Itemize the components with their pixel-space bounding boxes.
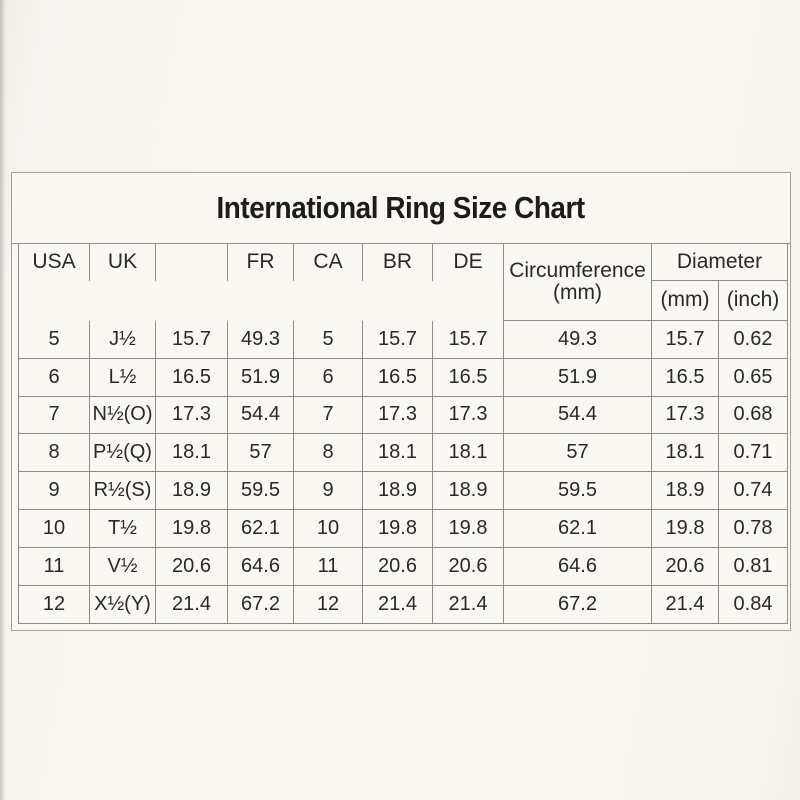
ring-size-cell: 20.6 bbox=[363, 548, 433, 586]
col-header-blank bbox=[156, 244, 228, 281]
ring-size-cell: 49.3 bbox=[228, 321, 294, 359]
ring-size-cell: 17.3 bbox=[363, 397, 433, 435]
col-header-circumference bbox=[504, 244, 652, 321]
ring-size-cell: 57 bbox=[228, 434, 294, 472]
ring-size-cell: 0.74 bbox=[719, 472, 787, 510]
col-header-diameter: Diameter bbox=[652, 244, 787, 281]
ring-size-cell: 16.5 bbox=[363, 359, 433, 397]
chart-title-bar bbox=[12, 173, 790, 244]
ring-size-cell: 6 bbox=[19, 359, 90, 397]
ring-size-cell: 15.7 bbox=[433, 321, 504, 359]
ring-size-cell: 0.65 bbox=[719, 359, 787, 397]
ring-size-cell: 17.3 bbox=[156, 397, 228, 435]
ring-size-cell: 19.8 bbox=[156, 510, 228, 548]
ring-size-cell: 18.9 bbox=[433, 472, 504, 510]
ring-size-cell: 0.71 bbox=[719, 434, 787, 472]
ring-size-cell: 51.9 bbox=[504, 359, 652, 397]
ring-size-cell: 18.1 bbox=[363, 434, 433, 472]
ring-size-cell: 8 bbox=[19, 434, 90, 472]
ring-size-cell: 59.5 bbox=[228, 472, 294, 510]
ring-size-cell: V½ bbox=[90, 548, 156, 586]
ring-size-cell: 10 bbox=[19, 510, 90, 548]
ring-size-cell: 64.6 bbox=[228, 548, 294, 586]
ring-size-cell: 6 bbox=[294, 359, 363, 397]
ring-size-cell: 19.8 bbox=[652, 510, 719, 548]
ring-size-cell: 62.1 bbox=[228, 510, 294, 548]
ring-size-cell: 15.7 bbox=[156, 321, 228, 359]
ring-size-cell: 7 bbox=[19, 397, 90, 435]
ring-size-cell: 5 bbox=[294, 321, 363, 359]
ring-size-cell: 21.4 bbox=[363, 586, 433, 624]
ring-size-cell: 12 bbox=[19, 586, 90, 624]
ring-size-cell: 9 bbox=[294, 472, 363, 510]
ring-size-cell: 19.8 bbox=[363, 510, 433, 548]
ring-size-cell: 7 bbox=[294, 397, 363, 435]
col-header-diameter-mm: (mm) bbox=[652, 281, 719, 321]
ring-size-cell: 21.4 bbox=[156, 586, 228, 624]
ring-size-cell: 62.1 bbox=[504, 510, 652, 548]
ring-size-chart-frame bbox=[11, 172, 791, 631]
ring-size-cell: 59.5 bbox=[504, 472, 652, 510]
ring-size-cell: 0.81 bbox=[719, 548, 787, 586]
col-header-br: BR bbox=[363, 244, 433, 281]
ring-size-cell: 18.1 bbox=[156, 434, 228, 472]
col-header-de: DE bbox=[433, 244, 504, 281]
ring-size-cell: J½ bbox=[90, 321, 156, 359]
ring-size-cell: 0.62 bbox=[719, 321, 787, 359]
ring-size-cell: 20.6 bbox=[652, 548, 719, 586]
ring-size-cell: 21.4 bbox=[433, 586, 504, 624]
ring-size-cell: X½(Y) bbox=[90, 586, 156, 624]
ring-size-cell: 17.3 bbox=[433, 397, 504, 435]
ring-size-cell: 19.8 bbox=[433, 510, 504, 548]
ring-size-cell: 15.7 bbox=[363, 321, 433, 359]
ring-size-cell: 16.5 bbox=[652, 359, 719, 397]
ring-size-cell: 18.9 bbox=[156, 472, 228, 510]
ring-size-cell: 20.6 bbox=[156, 548, 228, 586]
ring-size-cell: 20.6 bbox=[433, 548, 504, 586]
ring-size-cell: 18.9 bbox=[652, 472, 719, 510]
ring-size-cell: 67.2 bbox=[504, 586, 652, 624]
ring-size-cell: 0.84 bbox=[733, 592, 773, 615]
ring-size-cell: 11 bbox=[19, 548, 90, 586]
col-header-usa: USA bbox=[19, 244, 90, 281]
header-spacer bbox=[19, 281, 504, 321]
chart-title: International Ring Size Chart bbox=[216, 190, 586, 225]
ring-size-cell: 49.3 bbox=[504, 321, 652, 359]
ring-size-cell: 0.68 bbox=[719, 397, 787, 435]
circumference-label-line2: (mm) bbox=[553, 281, 602, 304]
ring-size-cell: 64.6 bbox=[504, 548, 652, 586]
col-header-uk: UK bbox=[90, 244, 156, 281]
col-header-ca: CA bbox=[294, 244, 363, 281]
ring-size-cell: 12 bbox=[294, 586, 363, 624]
ring-size-cell: 18.9 bbox=[363, 472, 433, 510]
ring-size-cell: L½ bbox=[90, 359, 156, 397]
ring-size-cell: N½(O) bbox=[90, 397, 156, 435]
ring-size-cell: 8 bbox=[294, 434, 363, 472]
ring-size-cell: T½ bbox=[90, 510, 156, 548]
ring-size-cell: 15.7 bbox=[652, 321, 719, 359]
circumference-label-line1: Circumference bbox=[509, 258, 646, 282]
ring-size-cell: 51.9 bbox=[228, 359, 294, 397]
ring-size-cell: 54.4 bbox=[504, 397, 652, 435]
ring-size-cell: 0.78 bbox=[719, 510, 787, 548]
ring-size-cell: 57 bbox=[504, 434, 652, 472]
ring-size-cell: 16.5 bbox=[433, 359, 504, 397]
ring-size-cell: 5 bbox=[19, 321, 90, 359]
ring-size-cell: 16.5 bbox=[156, 359, 228, 397]
ring-size-cell: 9 bbox=[19, 472, 90, 510]
ring-size-cell: 21.4 bbox=[652, 586, 719, 624]
scan-edge-shadow bbox=[0, 0, 6, 800]
ring-size-table bbox=[18, 244, 788, 624]
ring-size-cell: 10 bbox=[294, 510, 363, 548]
col-header-fr: FR bbox=[228, 244, 294, 281]
ring-size-cell: 54.4 bbox=[228, 397, 294, 435]
ring-size-cell: R½(S) bbox=[90, 472, 156, 510]
ring-size-cell: 18.1 bbox=[433, 434, 504, 472]
ring-size-cell: 67.2 bbox=[228, 586, 294, 624]
ring-size-cell: P½(Q) bbox=[90, 434, 156, 472]
ring-size-cell: 18.1 bbox=[652, 434, 719, 472]
ring-size-cell: 17.3 bbox=[652, 397, 719, 435]
col-header-diameter-inch: (inch) bbox=[719, 281, 787, 321]
ring-size-cell: 11 bbox=[294, 548, 363, 586]
